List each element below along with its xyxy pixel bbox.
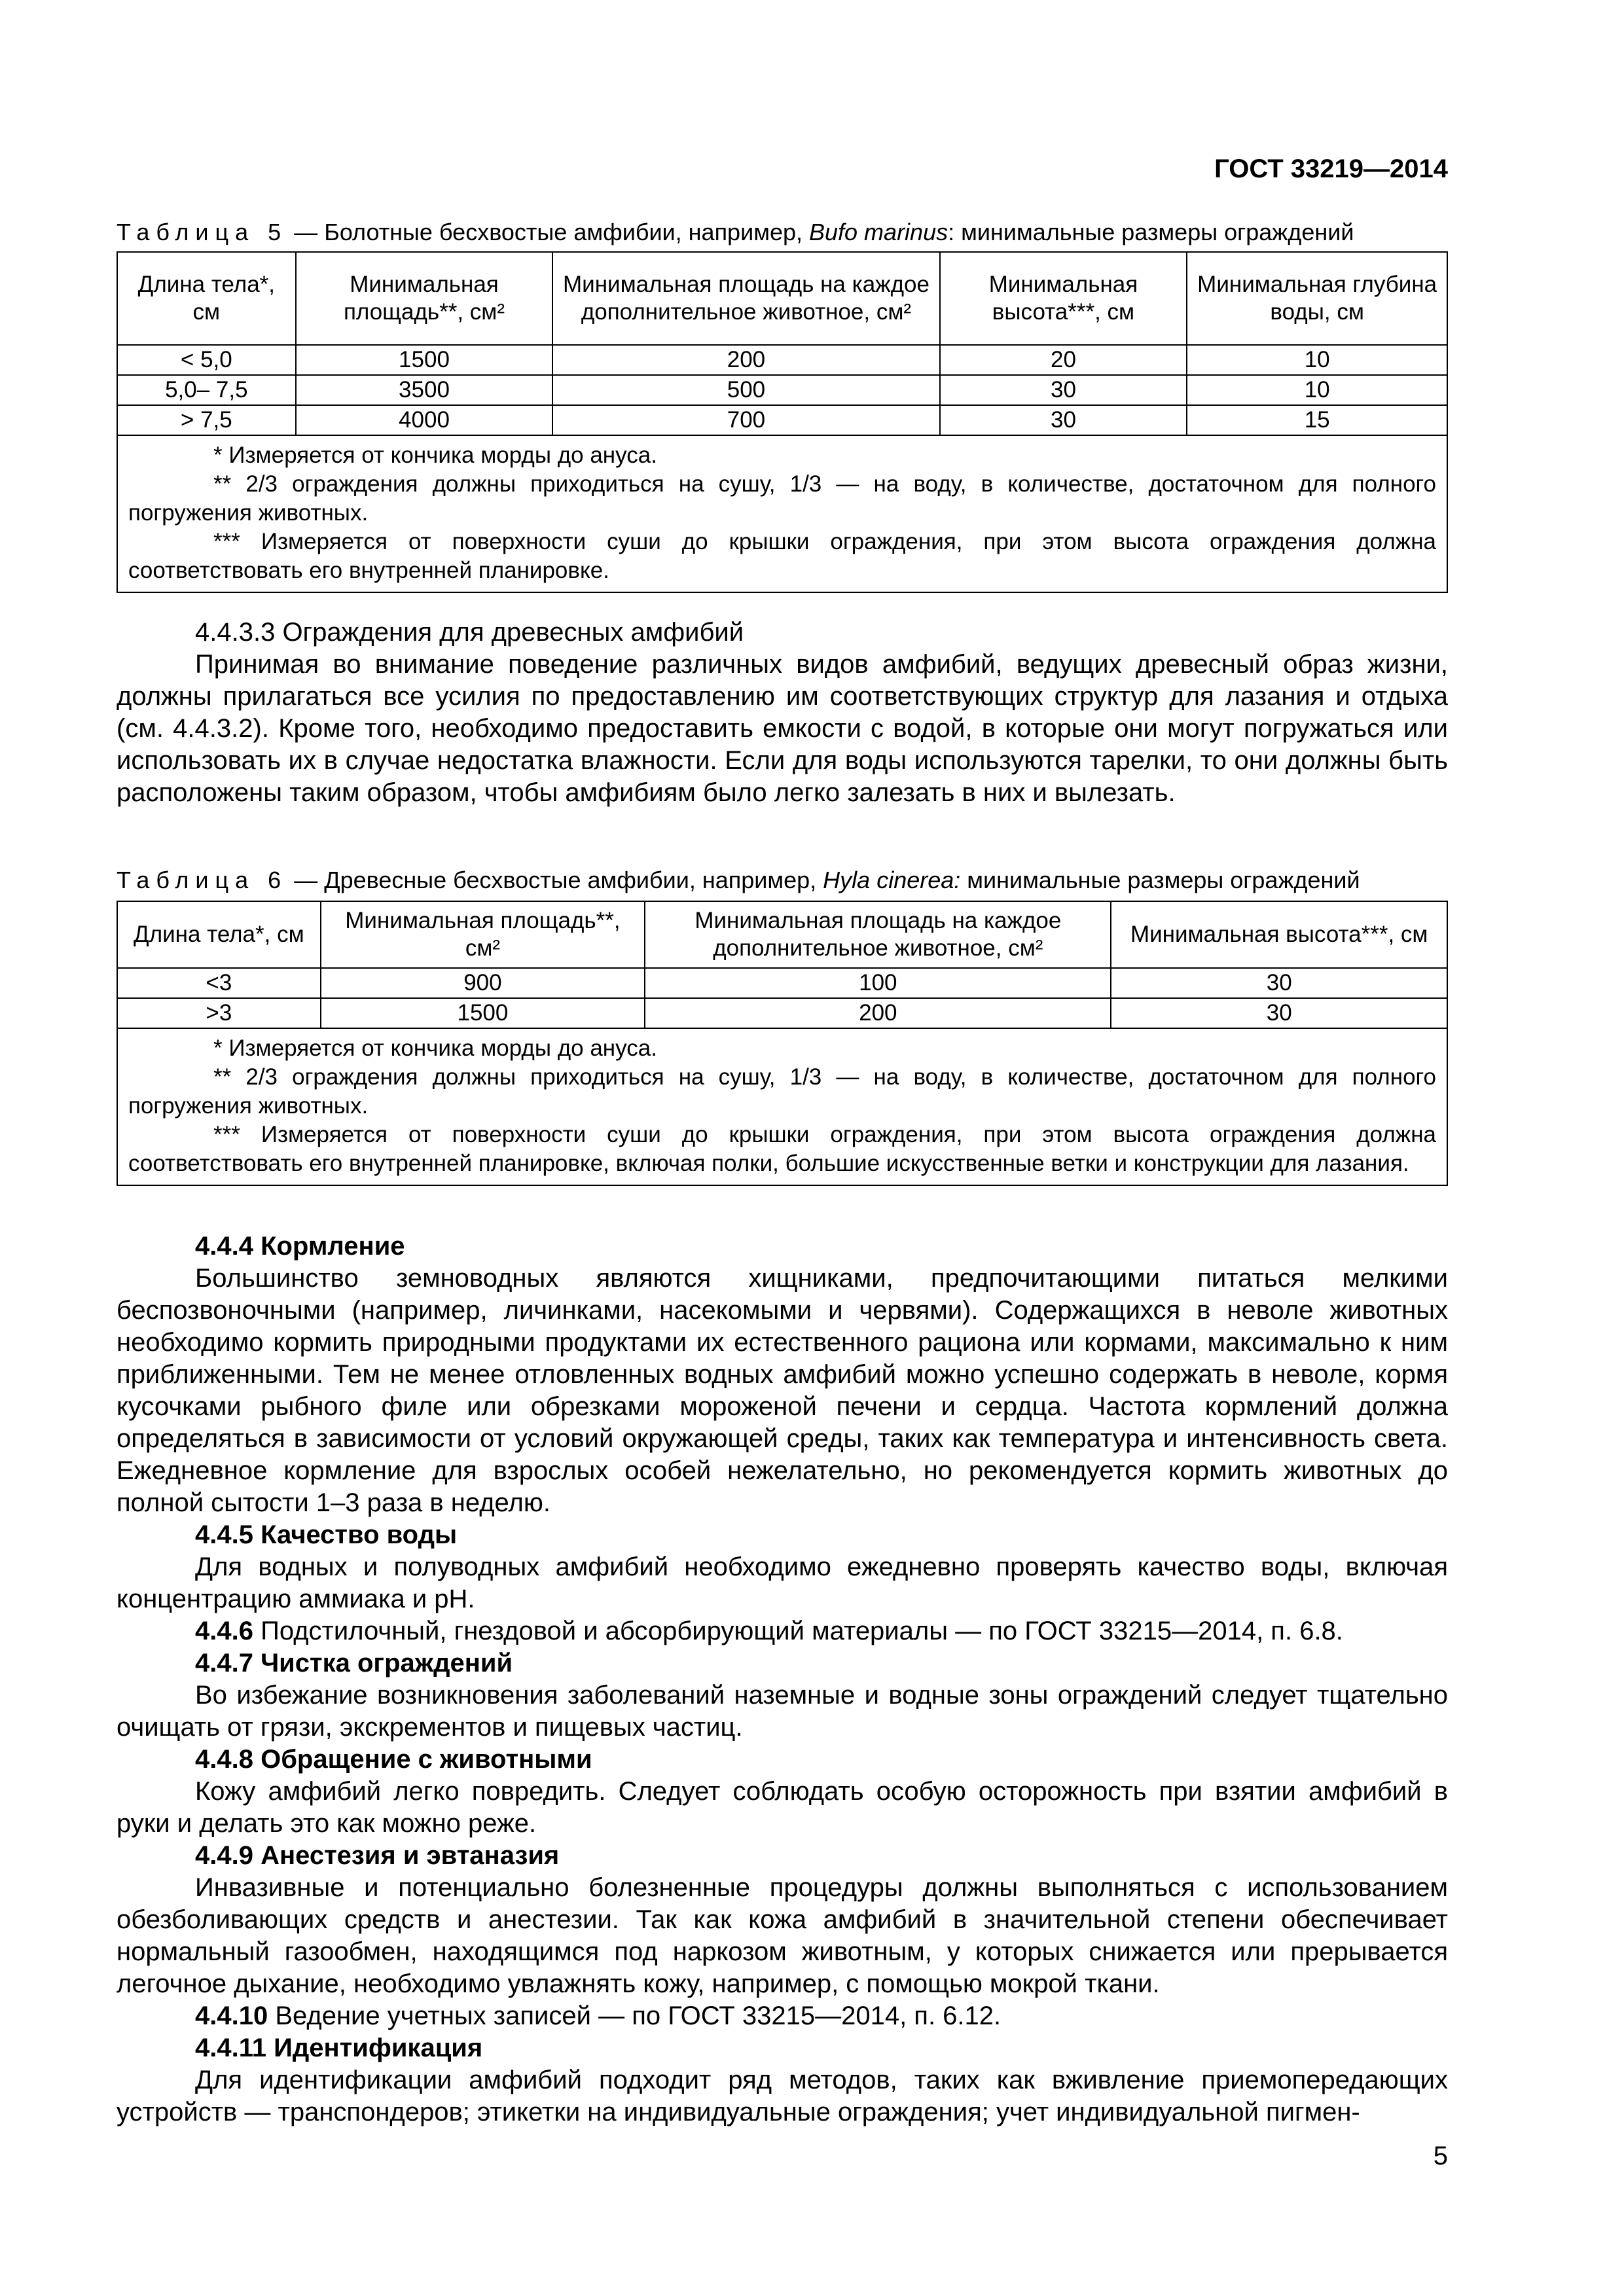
table5 [117,251,1448,593]
table-row: >3 1500 200 30 [117,998,1447,1028]
table6-header: Минимальная высота***, см [1111,901,1447,968]
table6-header-row [117,901,1447,968]
section-title: 4.4.7 Чистка ограждений [195,1649,513,1677]
sections-body [117,1230,1448,2128]
page-number: 5 [1433,2142,1448,2170]
section-text: Для водных и полуводных амфибий необходимо ежедневно проверять качество воды, включая концентрацию аммиака и pH. [117,1552,1448,1613]
table5-header: Длина тела*, см [117,252,296,345]
table5-notes-row [117,435,1447,592]
table5-header: Минимальная площадь**, см² [296,252,553,345]
section-title: 4.4.8 Обращение с животными [195,1745,592,1774]
table5-note: *** Измеряется от поверхности суши до крышки ограждения, при этом высота ограждения должна соответствовать его внутренней планировке. [128,529,1436,583]
section-text: Принимая во внимание поведение различных видов амфибий, ведущих древесный образ жизни, должны прилагаться все усилия по предоставлению им соответствующих структур для лазания и отдыха (см. 4.4.3.2). Кроме того, необходимо предоставить емкости с водой, в которые они могут погружаться или использовать их в случае недостатка влажности. Если для воды используются тарелки, то они должны быть расположены таким образом, чтобы амфибиям было легко залезать в них и вылезать. [117,650,1448,807]
table-row: <3 900 100 30 [117,968,1447,998]
table-row: 5,0– 7,5 3500 500 30 10 [117,375,1447,405]
table5-label: Таблица 5 [117,219,288,245]
table-row: > 7,5 4000 700 30 15 [117,405,1447,435]
section-4433 [117,617,1448,809]
section-text: Инвазивные и потенциально болезненные процедуры должны выполняться с использованием обезболивающих средств и анестезии. Так как кожа амфибий в значительной степени обеспечивает нормальный газообмен, находящимся под наркозом животным, у которых снижается или прерывается легочное дыхание, необходимо увлажнять кожу, например, с помощью мокрой ткани. [117,1873,1448,1998]
section-title: 4.4.4 Кормление [195,1232,405,1261]
table6-header: Минимальная площадь на каждое дополнительное животное, см² [645,901,1111,968]
table5-notes [117,435,1447,592]
section-title: 4.4.3.3 Ограждения для древесных амфибий [195,618,744,647]
table5-header: Минимальная глубина воды, см [1187,252,1447,345]
section-title: 4.4.5 Качество воды [195,1520,458,1549]
table6-header: Длина тела*, см [117,901,321,968]
section-text: Во избежание возникновения заболеваний наземные и водные зоны ограждений следует тщательно очищать от грязи, экскрементов и пищевых частиц. [117,1681,1448,1742]
section-446: 4.4.6 Подстилочный, гнездовой и абсорбирующий материалы — по ГОСТ 33215—2014, п. 6.8. [195,1617,1343,1645]
table6-label: Таблица 6 [117,867,288,893]
table5-note: ** 2/3 ограждения должны приходиться на сушу, 1/3 — на воду, в количестве, достаточном для полного погружения животных. [128,471,1436,526]
table6-note: ** 2/3 ограждения должны приходиться на сушу, 1/3 — на воду, в количестве, достаточном для полного погружения животных. [128,1064,1436,1119]
section-title: 4.4.9 Анестезия и эвтаназия [195,1841,560,1870]
document-header: ГОСТ 33219—2014 [1214,154,1448,183]
table6-header: Минимальная площадь**, см² [321,901,645,968]
table-row: < 5,0 1500 200 20 10 [117,345,1447,375]
section-4410: 4.4.10 Ведение учетных записей — по ГОСТ 33215—2014, п. 6.12. [195,2001,1001,2030]
table5-header: Минимальная высота***, см [940,252,1187,345]
table5-caption: Таблица 5 — Болотные бесхвостые амфибии, например, Bufo marinus: минимальные размеры ограждений [117,219,1354,245]
section-text: Кожу амфибий легко повредить. Следует соблюдать особую осторожность при взятии амфибий в руки и делать это как можно реже. [117,1777,1448,1838]
table6-notes [117,1028,1447,1185]
section-text: Для идентификации амфибий подходит ряд методов, таких как вживление приемопередающих устройств — транспондеров; этикетки на индивидуальные ограждения; учет индивидуальной пигмен- [117,2066,1448,2126]
table6-notes-row [117,1028,1447,1185]
table6 [117,901,1448,1186]
table5-note: * Измеряется от кончика морды до ануса. [213,442,657,468]
section-title: 4.4.11 Идентификация [195,2034,483,2062]
section-text: Большинство земноводных являются хищниками, предпочитающими питаться мелкими беспозвоночными (например, личинками, насекомыми и червями). Содержащихся в неволе животных необходимо кормить природными продуктами их естественного рациона или кормами, максимально к ним приближенными. Тем не менее отловленных водных амфибий можно успешно содержать в неволе, кормя кусочками рыбного филе или обрезками мороженой печени и сердца. Частота кормлений должна определяться в зависимости от условий окружающей среды, таких как температура и интенсивность света. Ежедневное кормление для взрослых особей нежелательно, но рекомендуется кормить животных до полной сытости 1–3 раза в неделю. [117,1264,1448,1517]
table6-note: *** Измеряется от поверхности суши до крышки ограждения, при этом высота ограждения должна соответствовать его внутренней планировке, включая полки, большие искусственные ветки и конструкции для лазания. [128,1122,1436,1176]
table5-header-row [117,252,1447,345]
table5-header: Минимальная площадь на каждое дополнительное животное, см² [552,252,939,345]
table6-note: * Измеряется от кончика морды до ануса. [213,1035,657,1061]
table6-caption: Таблица 6 — Древесные бесхвостые амфибии, например, Hyla cinerea: минимальные размеры ограждений [117,867,1360,893]
